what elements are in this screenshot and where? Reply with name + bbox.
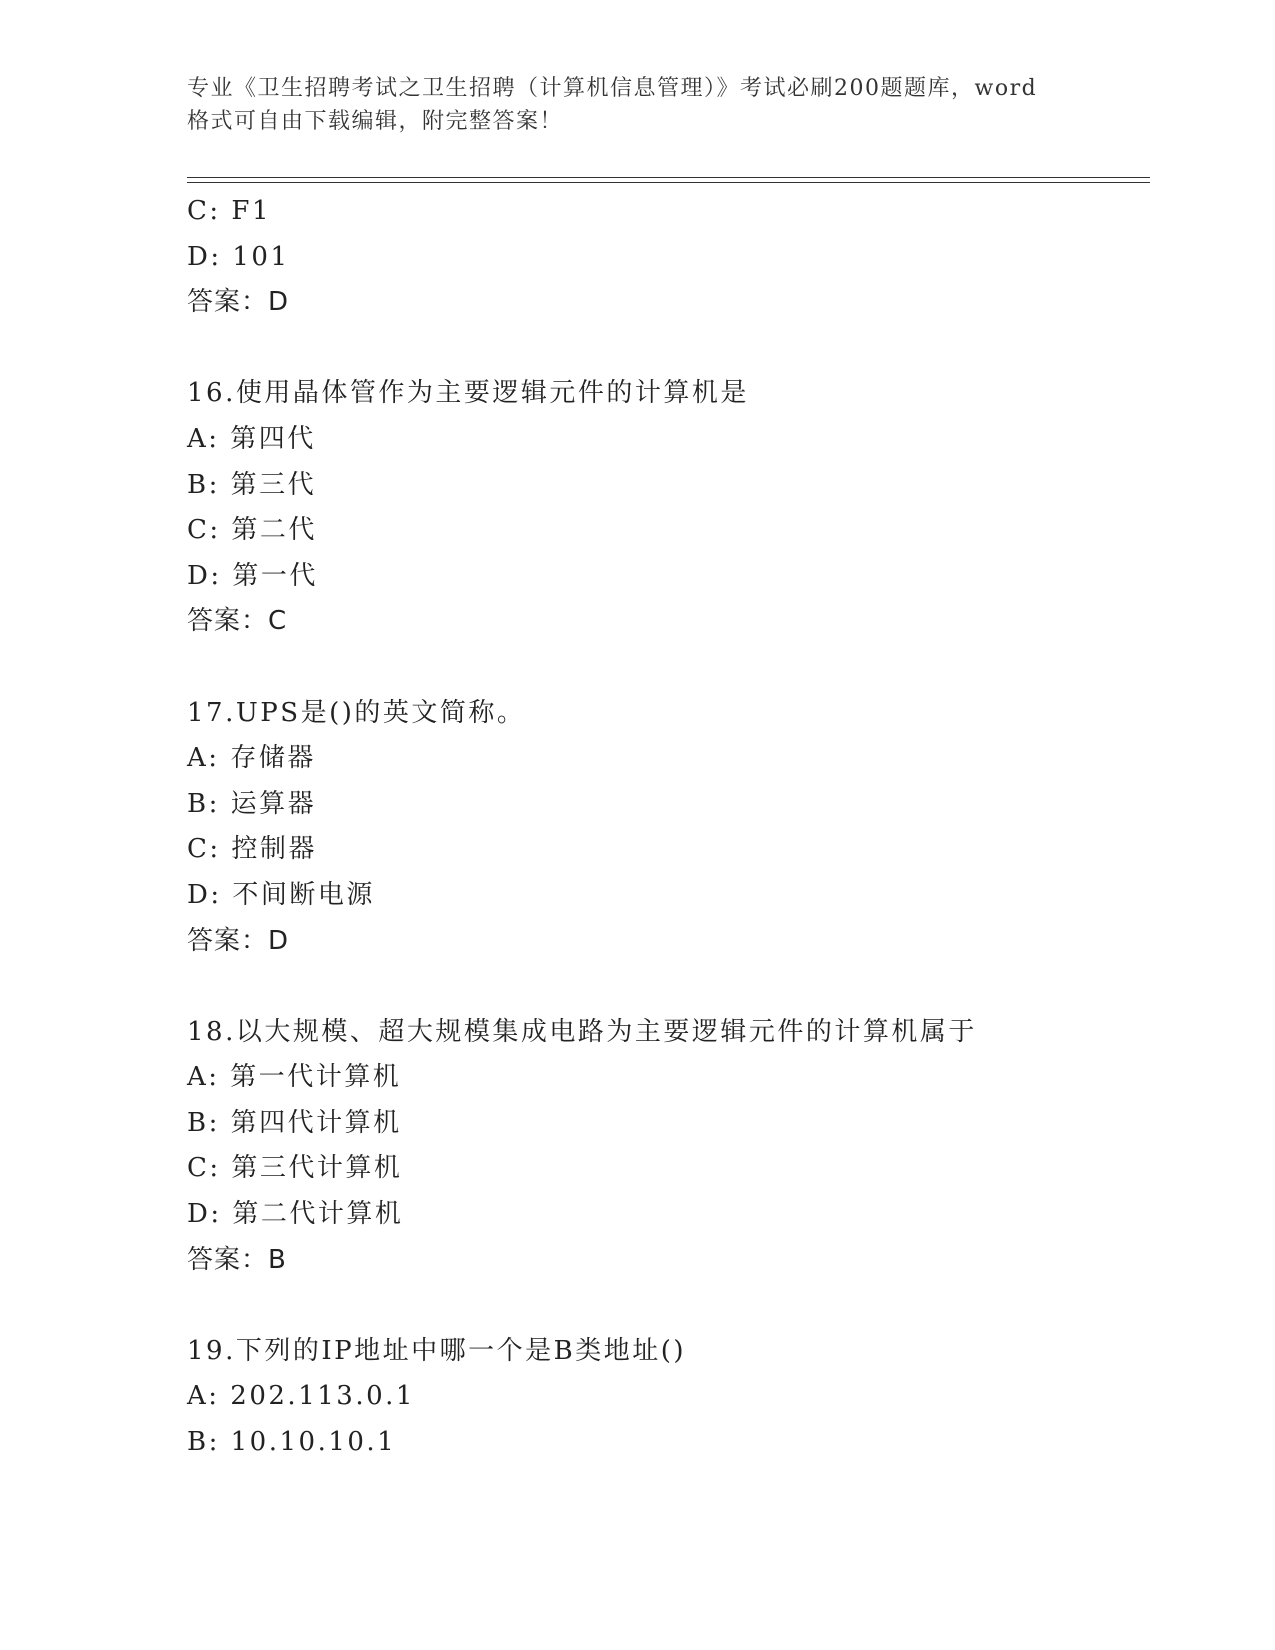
question-block-16 — [187, 371, 1147, 645]
option-d: D: 101 — [187, 241, 290, 272]
spacer — [187, 645, 1147, 691]
header-divider-top — [187, 177, 1150, 178]
header-divider-bottom — [187, 182, 1150, 183]
header-title-line-1: 专业《卫生招聘考试之卫生招聘（计算机信息管理）》考试必刷200题题库，word — [187, 76, 1038, 101]
question-stem: 16.使用晶体管作为主要逻辑元件的计算机是 — [187, 378, 749, 409]
option-a: A: 存储器 — [187, 743, 316, 774]
question-stem: 18.以大规模、超大规模集成电路为主要逻辑元件的计算机属于 — [187, 1016, 977, 1047]
question-stem: 19.下列的IP地址中哪一个是B类地址() — [187, 1335, 687, 1366]
spacer — [187, 964, 1147, 1010]
question-stem: 17.UPS是()的英文简称。 — [187, 697, 526, 728]
answer-line: 答案：D — [187, 287, 290, 318]
option-a: A: 第一代计算机 — [187, 1062, 402, 1093]
answer-line: 答案：D — [187, 925, 290, 956]
option-d: D: 不间断电源 — [187, 879, 375, 910]
question-block-19 — [187, 1329, 1147, 1466]
spacer — [187, 326, 1147, 372]
spacer — [187, 1283, 1147, 1329]
option-b: B: 10.10.10.1 — [187, 1427, 397, 1458]
option-b: B: 第三代 — [187, 469, 317, 500]
document-header — [187, 72, 1087, 138]
option-c: C: 第三代计算机 — [187, 1153, 403, 1184]
option-d: D: 第二代计算机 — [187, 1199, 404, 1230]
answer-line: 答案：B — [187, 1244, 287, 1275]
question-block-17 — [187, 691, 1147, 965]
option-a: A: 第四代 — [187, 423, 316, 454]
question-block-18 — [187, 1010, 1147, 1284]
question-block-15 — [187, 189, 1147, 326]
option-b: B: 运算器 — [187, 788, 317, 819]
option-d: D: 第一代 — [187, 560, 318, 591]
header-title-line-2: 格式可自由下载编辑，附完整答案！ — [187, 109, 564, 134]
option-a: A: 202.113.0.1 — [187, 1381, 415, 1412]
option-c: C: F1 — [187, 196, 271, 226]
option-c: C: 第二代 — [187, 515, 317, 546]
question-list — [187, 189, 1147, 1466]
answer-line: 答案：C — [187, 606, 288, 637]
option-b: B: 第四代计算机 — [187, 1107, 402, 1138]
option-c: C: 控制器 — [187, 834, 317, 865]
